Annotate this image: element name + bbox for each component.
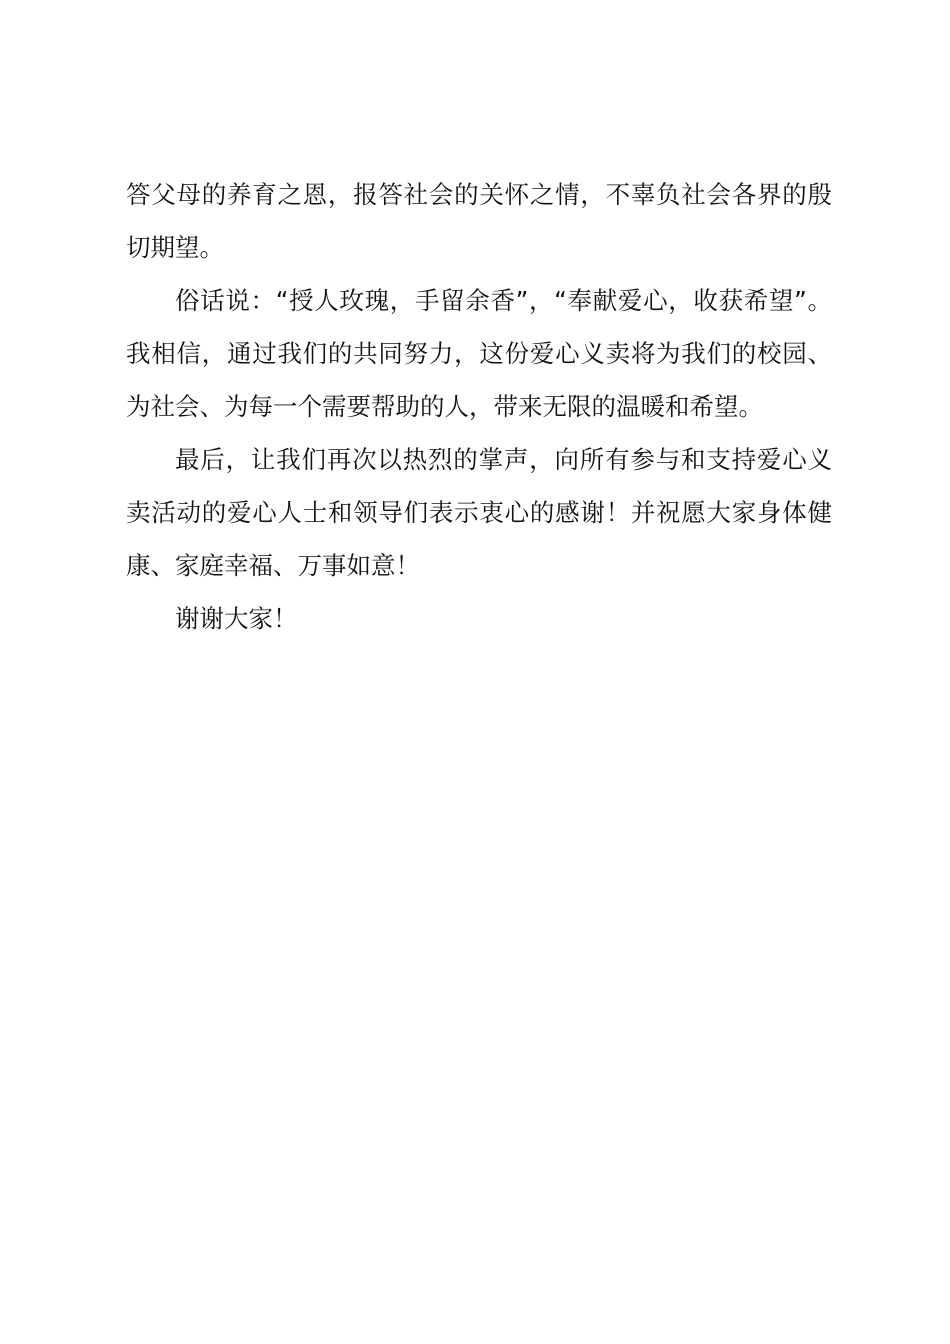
paragraph-continuation: 答父母的养育之恩，报答社会的关怀之情，不辜负社会各界的殷切期望。 [126, 180, 832, 262]
paragraph-thank-you: 谢谢大家！ [175, 604, 298, 633]
paragraph-closing-thanks: 最后，让我们再次以热烈的掌声，向所有参与和支持爱心义卖活动的爱心人士和领导们表示衷心的感谢！并祝愿大家身体健康、家庭幸福、万事如意！ [126, 445, 832, 580]
document-body [126, 168, 832, 645]
paragraph-proverb: 俗话说：“授人玫瑰，手留余香”，“奉献爱心，收获希望”。我相信，通过我们的共同努力，这份爱心义卖将为我们的校园、为社会、为每一个需要帮助的人，带来无限的温暖和希望。 [126, 286, 832, 421]
